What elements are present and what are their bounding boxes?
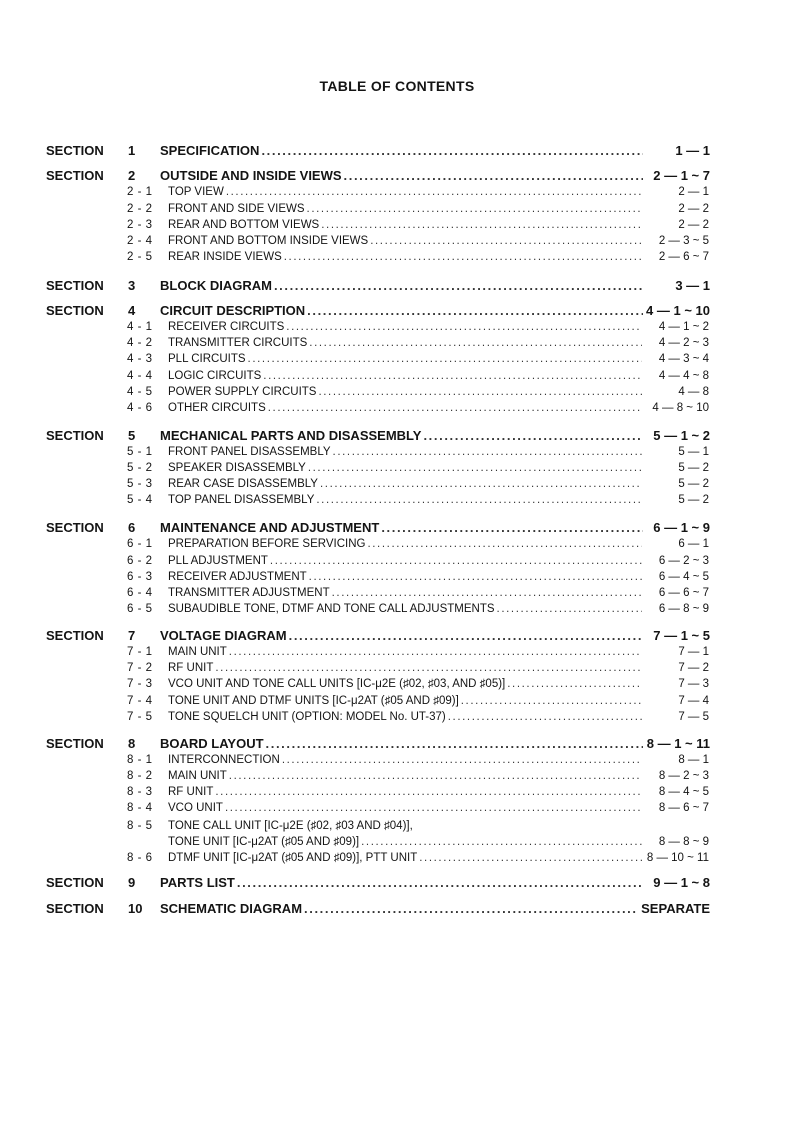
subsection-title: SPEAKER DISASSEMBLY <box>168 462 306 474</box>
subsection-title: PLL ADJUSTMENT <box>168 555 268 567</box>
subsection-entry <box>168 321 709 333</box>
subsection-number: 6 - 1 <box>127 538 153 550</box>
section-title: PARTS LIST <box>160 875 235 890</box>
subsection-page: 8 — 6 ~ 7 <box>658 802 709 814</box>
section-entry <box>160 520 710 535</box>
dot-leader <box>344 168 643 183</box>
subsection-number: 5 - 1 <box>127 446 153 458</box>
dot-leader <box>274 278 643 293</box>
subsection-title: REAR CASE DISASSEMBLY <box>168 478 318 490</box>
subsection-entry <box>168 402 709 414</box>
section-page: 8 — 1 ~ 11 <box>646 736 710 751</box>
section-label: SECTION <box>46 168 104 183</box>
subsection-page: 2 — 3 ~ 5 <box>658 235 709 247</box>
subsection-title: PREPARATION BEFORE SERVICING <box>168 538 366 550</box>
toc-subsection <box>0 386 794 401</box>
subsection-page: 8 — 8 ~ 9 <box>658 836 709 848</box>
subsection-number: 8 - 2 <box>127 770 153 782</box>
subsection-entry <box>168 646 709 658</box>
dot-leader <box>248 353 642 365</box>
subsection-entry <box>168 186 709 198</box>
subsection-title: TONE UNIT AND DTMF UNITS [IC-μ2AT (♯05 AND ♯09)] <box>168 695 459 707</box>
subsection-page: 6 — 4 ~ 5 <box>658 571 709 583</box>
subsection-page: 5 — 2 <box>678 478 709 490</box>
subsection-entry <box>168 494 709 506</box>
section-page: 4 — 1 ~ 10 <box>646 303 710 318</box>
subsection-page: 8 — 2 ~ 3 <box>658 770 709 782</box>
toc-section <box>0 736 794 754</box>
subsection-entry <box>168 235 709 247</box>
toc-subsection <box>0 836 794 851</box>
subsection-entry <box>168 386 709 398</box>
subsection-page: 7 — 5 <box>678 711 709 723</box>
section-label: SECTION <box>46 875 104 890</box>
dot-leader <box>308 462 642 474</box>
dot-leader <box>229 770 642 782</box>
subsection-number: 5 - 2 <box>127 462 153 474</box>
subsection-number: 6 - 5 <box>127 603 153 615</box>
subsection-number: 4 - 3 <box>127 353 153 365</box>
section-title: SCHEMATIC DIAGRAM <box>160 901 303 916</box>
subsection-page: 4 — 4 ~ 8 <box>658 370 709 382</box>
subsection-page: 2 — 2 <box>678 203 709 215</box>
subsection-title: VCO UNIT <box>168 802 223 814</box>
toc-section <box>0 520 794 538</box>
subsection-entry <box>168 337 709 349</box>
subsection-entry <box>168 695 709 707</box>
subsection-entry <box>168 836 709 848</box>
toc-subsection <box>0 711 794 726</box>
subsection-title: INTERCONNECTION <box>168 754 280 766</box>
toc-subsection <box>0 494 794 509</box>
dot-leader <box>320 478 642 490</box>
section-page: 5 — 1 ~ 2 <box>653 428 710 443</box>
toc-section <box>0 303 794 321</box>
toc-subsection <box>0 478 794 493</box>
section-number: 6 <box>128 520 136 535</box>
section-entry <box>160 736 710 751</box>
subsection-title: TONE UNIT [IC-μ2AT (♯05 AND ♯09)] <box>168 836 360 848</box>
subsection-entry <box>168 446 709 458</box>
toc-section <box>0 875 794 893</box>
subsection-number: 8 - 5 <box>127 820 153 832</box>
dot-leader <box>318 386 642 398</box>
section-number: 9 <box>128 875 136 890</box>
section-number: 3 <box>128 278 136 293</box>
toc-section <box>0 428 794 446</box>
dot-leader <box>282 754 642 766</box>
section-label: SECTION <box>46 520 104 535</box>
section-page: 7 — 1 ~ 5 <box>653 628 710 643</box>
subsection-title: TONE CALL UNIT [IC-μ2E (♯02, ♯03 AND ♯04)], <box>168 820 413 832</box>
subsection-title: TONE SQUELCH UNIT (OPTION: MODEL No. UT-37) <box>168 711 446 723</box>
dot-leader <box>497 603 642 615</box>
subsection-entry <box>168 786 709 798</box>
subsection-number: 7 - 3 <box>127 678 153 690</box>
section-title: MECHANICAL PARTS AND DISASSEMBLY <box>160 428 422 443</box>
dot-leader <box>268 402 642 414</box>
toc-subsection <box>0 219 794 234</box>
subsection-number: 8 - 1 <box>127 754 153 766</box>
section-page: SEPARATE <box>641 901 710 916</box>
subsection-entry <box>168 678 709 690</box>
subsection-number: 8 - 6 <box>127 852 153 864</box>
toc-subsection <box>0 402 794 417</box>
section-number: 1 <box>128 143 136 158</box>
dot-leader <box>270 555 642 567</box>
toc-subsection <box>0 852 794 867</box>
section-title: MAINTENANCE AND ADJUSTMENT <box>160 520 380 535</box>
toc-subsection <box>0 337 794 352</box>
subsection-number: 4 - 4 <box>127 370 153 382</box>
subsection-number: 7 - 2 <box>127 662 153 674</box>
subsection-entry <box>168 219 709 231</box>
section-number: 8 <box>128 736 136 751</box>
subsection-title: VCO UNIT AND TONE CALL UNITS [IC-μ2E (♯02, ♯03, AND ♯05)] <box>168 678 506 690</box>
section-number: 5 <box>128 428 136 443</box>
section-entry <box>160 628 710 643</box>
dot-leader <box>507 678 642 690</box>
toc-subsection <box>0 754 794 769</box>
subsection-entry <box>168 852 709 864</box>
subsection-number: 6 - 4 <box>127 587 153 599</box>
page-title: TABLE OF CONTENTS <box>319 78 475 94</box>
section-page: 9 — 1 ~ 8 <box>653 875 710 890</box>
subsection-page: 8 — 1 <box>678 754 709 766</box>
section-entry <box>160 875 710 890</box>
subsection-page: 6 — 1 <box>678 538 709 550</box>
section-title: OUTSIDE AND INSIDE VIEWS <box>160 168 342 183</box>
subsection-number: 4 - 5 <box>127 386 153 398</box>
toc-section <box>0 628 794 646</box>
section-entry <box>160 168 710 183</box>
subsection-title: TRANSMITTER CIRCUITS <box>168 337 308 349</box>
subsection-title: MAIN UNIT <box>168 770 227 782</box>
dot-leader <box>448 711 642 723</box>
subsection-number: 4 - 1 <box>127 321 153 333</box>
subsection-title: FRONT AND BOTTOM INSIDE VIEWS <box>168 235 369 247</box>
subsection-title: OTHER CIRCUITS <box>168 402 266 414</box>
subsection-number: 4 - 6 <box>127 402 153 414</box>
dot-leader <box>370 235 642 247</box>
section-entry <box>160 428 710 443</box>
subsection-title: FRONT AND SIDE VIEWS <box>168 203 305 215</box>
subsection-page: 5 — 1 <box>678 446 709 458</box>
subsection-title: RECEIVER CIRCUITS <box>168 321 285 333</box>
section-label: SECTION <box>46 428 104 443</box>
toc-subsection <box>0 203 794 218</box>
subsection-page: 6 — 8 ~ 9 <box>658 603 709 615</box>
subsection-number: 4 - 2 <box>127 337 153 349</box>
toc-subsection <box>0 235 794 250</box>
subsection-number: 5 - 4 <box>127 494 153 506</box>
subsection-page: 2 — 1 <box>678 186 709 198</box>
toc-subsection <box>0 186 794 201</box>
subsection-page: 6 — 2 ~ 3 <box>658 555 709 567</box>
toc-subsection <box>0 662 794 677</box>
dot-leader <box>307 203 642 215</box>
toc-subsection <box>0 695 794 710</box>
section-number: 7 <box>128 628 136 643</box>
subsection-number: 2 - 2 <box>127 203 153 215</box>
subsection-number: 7 - 4 <box>127 695 153 707</box>
toc-subsection <box>0 802 794 817</box>
subsection-title: POWER SUPPLY CIRCUITS <box>168 386 317 398</box>
subsection-number: 5 - 3 <box>127 478 153 490</box>
section-title: VOLTAGE DIAGRAM <box>160 628 287 643</box>
subsection-number: 2 - 3 <box>127 219 153 231</box>
subsection-entry <box>168 662 709 674</box>
subsection-page: 4 — 1 ~ 2 <box>658 321 709 333</box>
section-number: 2 <box>128 168 136 183</box>
subsection-page: 5 — 2 <box>678 494 709 506</box>
toc-subsection <box>0 446 794 461</box>
subsection-title: REAR AND BOTTOM VIEWS <box>168 219 320 231</box>
toc-section <box>0 901 794 919</box>
subsection-title: RF UNIT <box>168 786 214 798</box>
toc-subsection <box>0 820 794 835</box>
section-entry <box>160 303 710 318</box>
section-title: CIRCUIT DESCRIPTION <box>160 303 306 318</box>
section-entry <box>160 901 710 916</box>
subsection-entry <box>168 370 709 382</box>
subsection-page: 2 — 6 ~ 7 <box>658 251 709 263</box>
subsection-page: 4 — 3 ~ 4 <box>658 353 709 365</box>
toc-subsection <box>0 353 794 368</box>
dot-leader <box>381 520 643 535</box>
dot-leader <box>263 370 642 382</box>
subsection-page: 4 — 8 ~ 10 <box>652 402 709 414</box>
toc-subsection <box>0 321 794 336</box>
subsection-page: 6 — 6 ~ 7 <box>658 587 709 599</box>
section-label: SECTION <box>46 736 104 751</box>
subsection-number: 7 - 1 <box>127 646 153 658</box>
subsection-entry <box>168 571 709 583</box>
dot-leader <box>333 446 642 458</box>
subsection-entry <box>168 353 709 365</box>
dot-leader <box>215 786 642 798</box>
subsection-page: 7 — 2 <box>678 662 709 674</box>
section-label: SECTION <box>46 628 104 643</box>
subsection-number: 6 - 3 <box>127 571 153 583</box>
subsection-number: 2 - 4 <box>127 235 153 247</box>
dot-leader <box>226 186 642 198</box>
subsection-number: 8 - 3 <box>127 786 153 798</box>
subsection-page: 4 — 8 <box>678 386 709 398</box>
subsection-entry <box>168 802 709 814</box>
subsection-title: MAIN UNIT <box>168 646 227 658</box>
subsection-entry <box>168 538 709 550</box>
dot-leader <box>309 337 642 349</box>
subsection-entry <box>168 603 709 615</box>
subsection-title: TOP PANEL DISASSEMBLY <box>168 494 315 506</box>
toc-subsection <box>0 370 794 385</box>
toc-subsection <box>0 571 794 586</box>
subsection-entry <box>168 820 709 832</box>
subsection-title: LOGIC CIRCUITS <box>168 370 262 382</box>
subsection-entry <box>168 770 709 782</box>
dot-leader <box>423 428 643 443</box>
section-label: SECTION <box>46 143 104 158</box>
subsection-title: RF UNIT <box>168 662 214 674</box>
toc-subsection <box>0 587 794 602</box>
toc-subsection <box>0 678 794 693</box>
toc-section <box>0 278 794 296</box>
subsection-entry <box>168 587 709 599</box>
dot-leader <box>286 321 642 333</box>
dot-leader <box>229 646 642 658</box>
subsection-title: RECEIVER ADJUSTMENT <box>168 571 307 583</box>
section-page: 1 — 1 <box>675 143 710 158</box>
subsection-entry <box>168 462 709 474</box>
section-page: 2 — 1 ~ 7 <box>653 168 710 183</box>
subsection-title: TRANSMITTER ADJUSTMENT <box>168 587 330 599</box>
toc-subsection <box>0 251 794 266</box>
subsection-page: 7 — 1 <box>678 646 709 658</box>
subsection-title: SUBAUDIBLE TONE, DTMF AND TONE CALL ADJUSTMENTS <box>168 603 495 615</box>
subsection-title: PLL CIRCUITS <box>168 353 246 365</box>
subsection-title: TOP VIEW <box>168 186 224 198</box>
section-title: SPECIFICATION <box>160 143 260 158</box>
dot-leader <box>461 695 642 707</box>
toc-subsection <box>0 646 794 661</box>
subsection-page: 7 — 4 <box>678 695 709 707</box>
subsection-entry <box>168 478 709 490</box>
dot-leader <box>332 587 642 599</box>
dot-leader <box>284 251 642 263</box>
subsection-entry <box>168 754 709 766</box>
subsection-number: 2 - 5 <box>127 251 153 263</box>
dot-leader <box>316 494 642 506</box>
dot-leader <box>321 219 642 231</box>
dot-leader <box>419 852 642 864</box>
section-title: BOARD LAYOUT <box>160 736 264 751</box>
section-label: SECTION <box>46 303 104 318</box>
section-number: 4 <box>128 303 136 318</box>
dot-leader <box>361 836 642 848</box>
toc-section <box>0 143 794 161</box>
subsection-title: DTMF UNIT [IC-μ2AT (♯05 AND ♯09)], PTT UNIT <box>168 852 418 864</box>
dot-leader <box>289 628 643 643</box>
dot-leader <box>215 662 642 674</box>
subsection-page: 5 — 2 <box>678 462 709 474</box>
subsection-number: 6 - 2 <box>127 555 153 567</box>
toc-subsection <box>0 555 794 570</box>
toc-subsection <box>0 770 794 785</box>
section-page: 6 — 1 ~ 9 <box>653 520 710 535</box>
toc-subsection <box>0 786 794 801</box>
section-title: BLOCK DIAGRAM <box>160 278 272 293</box>
subsection-entry <box>168 251 709 263</box>
subsection-number: 2 - 1 <box>127 186 153 198</box>
subsection-page: 8 — 10 ~ 11 <box>646 852 709 864</box>
section-number: 10 <box>128 901 143 916</box>
section-entry <box>160 143 710 158</box>
subsection-page: 7 — 3 <box>678 678 709 690</box>
section-label: SECTION <box>46 278 104 293</box>
dot-leader <box>266 736 643 751</box>
subsection-entry <box>168 203 709 215</box>
toc-subsection <box>0 462 794 477</box>
subsection-entry <box>168 711 709 723</box>
subsection-entry <box>168 555 709 567</box>
dot-leader <box>237 875 643 890</box>
subsection-page: 8 — 4 ~ 5 <box>658 786 709 798</box>
section-label: SECTION <box>46 901 104 916</box>
subsection-number: 7 - 5 <box>127 711 153 723</box>
subsection-page: 2 — 2 <box>678 219 709 231</box>
toc-section <box>0 168 794 186</box>
subsection-number: 8 - 4 <box>127 802 153 814</box>
section-entry <box>160 278 710 293</box>
dot-leader <box>261 143 643 158</box>
subsection-page: 4 — 2 ~ 3 <box>658 337 709 349</box>
subsection-title: REAR INSIDE VIEWS <box>168 251 282 263</box>
toc-subsection <box>0 603 794 618</box>
dot-leader <box>367 538 642 550</box>
dot-leader <box>304 901 638 916</box>
dot-leader <box>309 571 642 583</box>
dot-leader <box>225 802 642 814</box>
toc-subsection <box>0 538 794 553</box>
subsection-title: FRONT PANEL DISASSEMBLY <box>168 446 331 458</box>
dot-leader <box>307 303 643 318</box>
section-page: 3 — 1 <box>675 278 710 293</box>
